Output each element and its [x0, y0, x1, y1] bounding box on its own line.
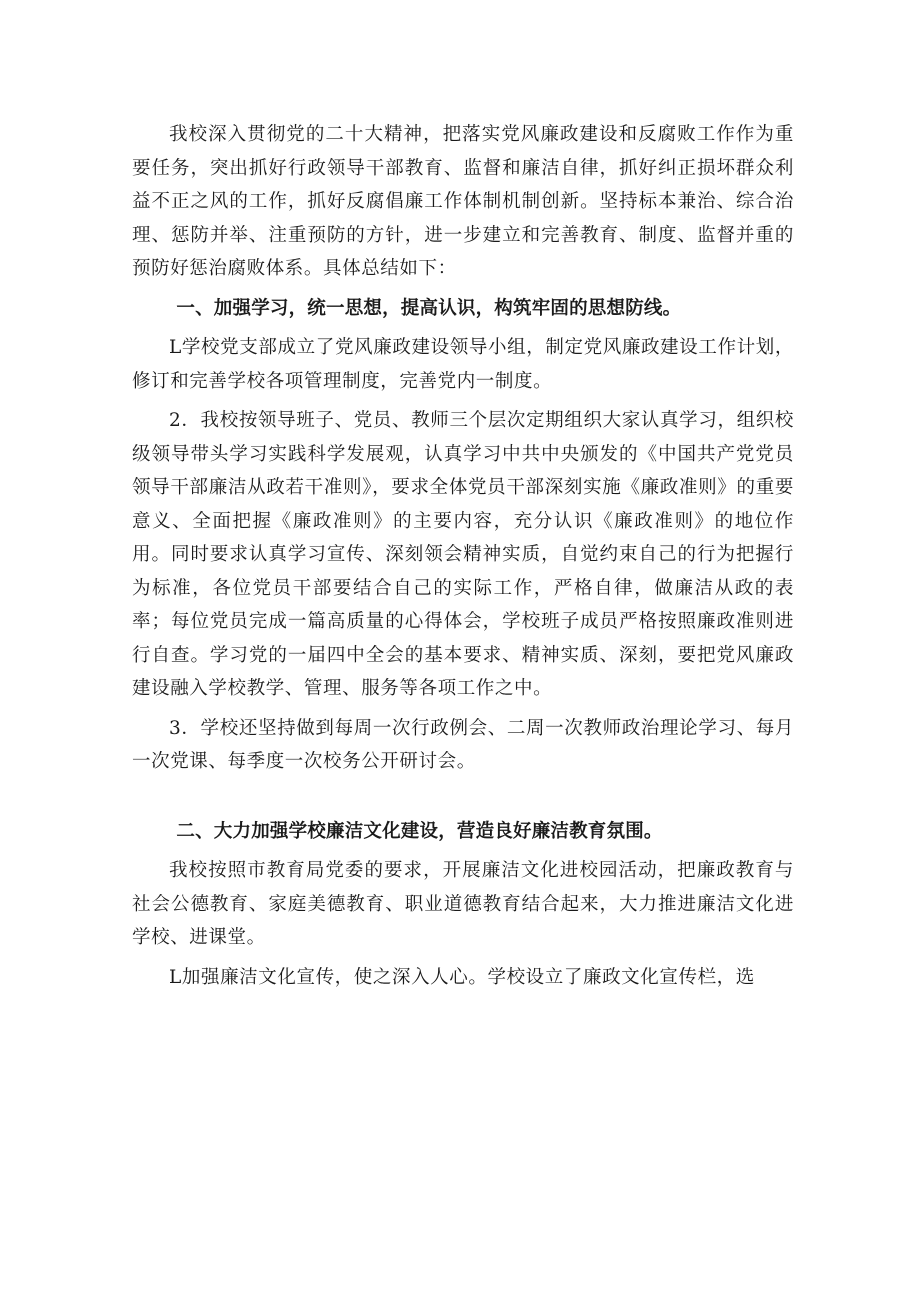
section-1-heading: 一、加强学习，统一思想，提高认识，构筑牢固的思想防线。: [176, 297, 682, 319]
section-2-heading: 二、大力加强学校廉洁文化建设，营造良好廉洁教育氛围。: [176, 820, 663, 842]
document-page: [132, 118, 794, 994]
section-2-paragraph-1: 我校按照市教育局党委的要求，开展廉洁文化进校园活动，把廉政教育与社会公德教育、家庭美德教育、职业道德教育结合起来，大力推进廉洁文化进学校、进课堂。: [132, 860, 794, 948]
intro-paragraph: 我校深入贯彻党的二十大精神，把落实党风廉政建设和反腐败工作作为重要任务，突出抓好行政领导干部教育、监督和廉洁自律，抓好纠正损坏群众利益不正之风的工作，抓好反腐倡廉工作体制机制创新。坚持标本兼治、综合治理、惩防并举、注重预防的方针，进一步建立和完善教育、制度、监督并重的预防好惩治腐败体系。具体总结如下：: [132, 124, 794, 279]
section-1-paragraph-1: L学校党支部成立了党风廉政建设领导小组，制定党风廉政建设工作计划，修订和完善学校各项管理制度，完善党内一制度。: [132, 337, 794, 392]
section-1-paragraph-2: 2．我校按领导班子、党员、教师三个层次定期组织大家认真学习，组织校级领导带头学习实践科学发展观，认真学习中共中央颁发的《中国共产党党员领导干部廉洁从政若干准则》，要求全体党员干部深刻实施《廉政准则》的重要意义、全面把握《廉政准则》的主要内容，充分认识《廉政准则》的地位作用。同时要求认真学习宣传、深刻领会精神实质，自觉约束自己的行为把握行为标准，各位党员干部要结合自己的实际工作，严格自律，做廉洁从政的表率；每位党员完成一篇高质量的心得体会，学校班子成员严格按照廉政准则进行自查。学习党的一届四中全会的基本要求、精神实质、深刻，要把党风廉政建设融入学校教学、管理、服务等各项工作之中。: [132, 410, 794, 699]
section-1-paragraph-3: 3．学校还坚持做到每周一次行政例会、二周一次教师政治理论学习、每月一次党课、每季度一次校务公开研讨会。: [132, 717, 794, 772]
section-2-paragraph-2: L加强廉洁文化宣传，使之深入人心。学校设立了廉政文化宣传栏，选: [169, 966, 755, 988]
